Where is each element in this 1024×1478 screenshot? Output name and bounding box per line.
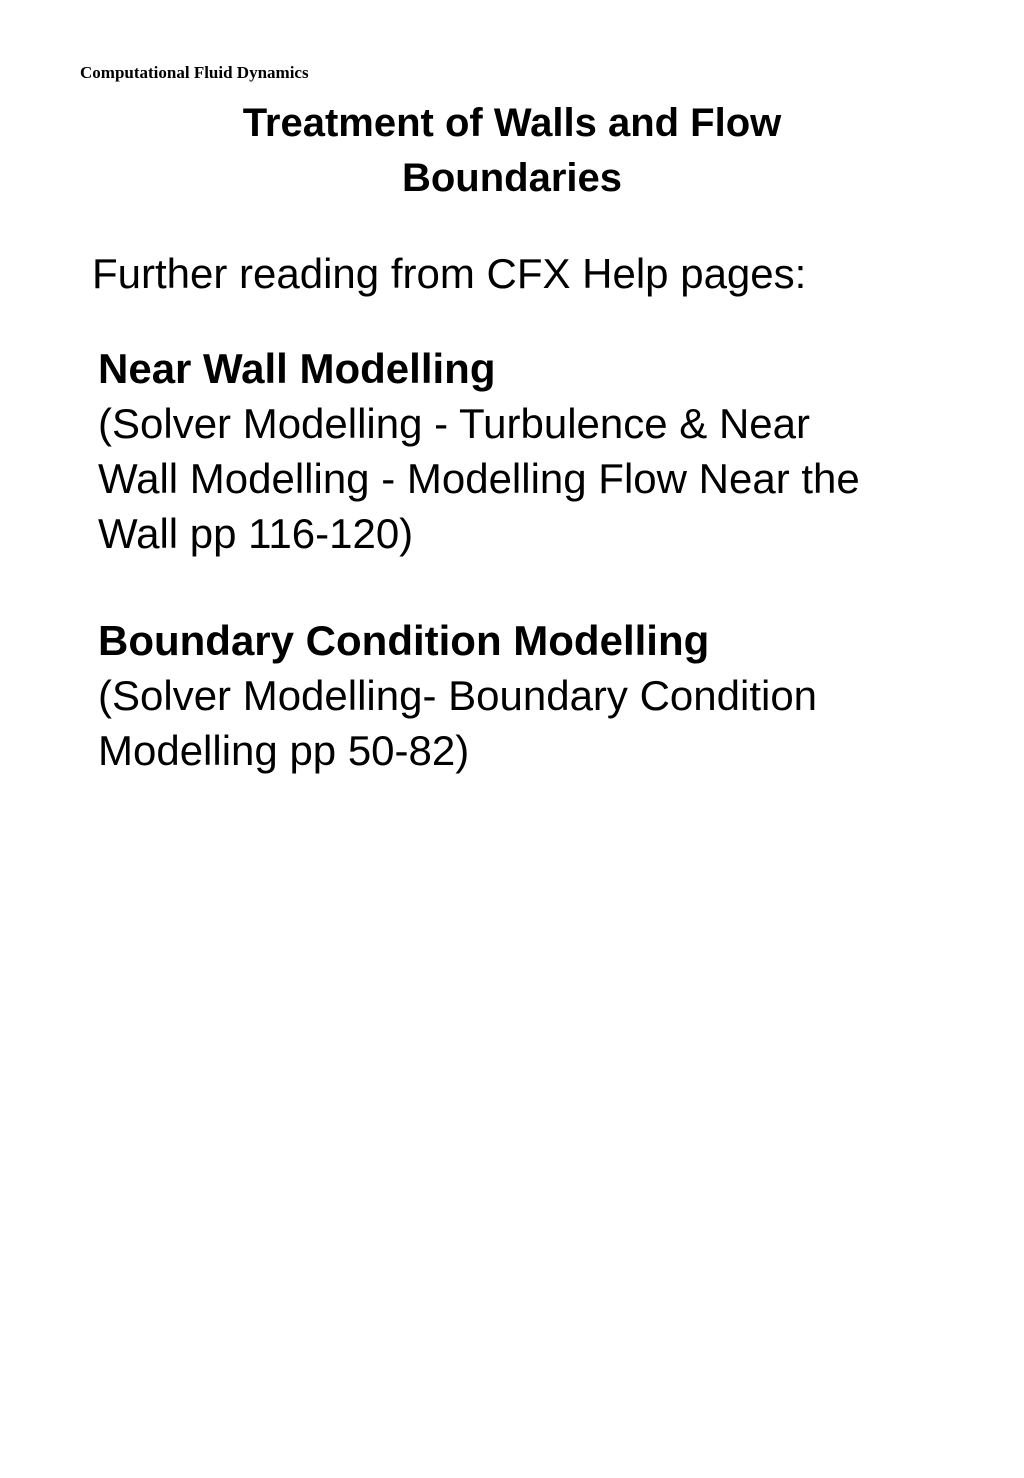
reference-line: Wall Modelling - Modelling Flow Near the: [98, 455, 860, 502]
page-title-line-1: Treatment of Walls and Flow: [242, 101, 782, 145]
running-header: Computational Fluid Dynamics: [80, 63, 309, 82]
reference-line: (Solver Modelling- Boundary Condition: [98, 672, 818, 719]
section-near-wall-modelling: [98, 341, 978, 561]
reference-line: Modelling pp 50-82): [98, 727, 470, 774]
intro-text: Further reading from CFX Help pages:: [92, 250, 807, 297]
page-title: [0, 96, 1024, 206]
page-title-line-2: Boundaries: [401, 156, 623, 200]
section-heading: Near Wall Modelling: [98, 345, 496, 392]
section-boundary-condition-modelling: [98, 613, 978, 778]
reference-line: (Solver Modelling - Turbulence & Near: [98, 400, 810, 447]
section-heading: Boundary Condition Modelling: [98, 617, 710, 664]
reference-line: Wall pp 116-120): [98, 510, 414, 557]
